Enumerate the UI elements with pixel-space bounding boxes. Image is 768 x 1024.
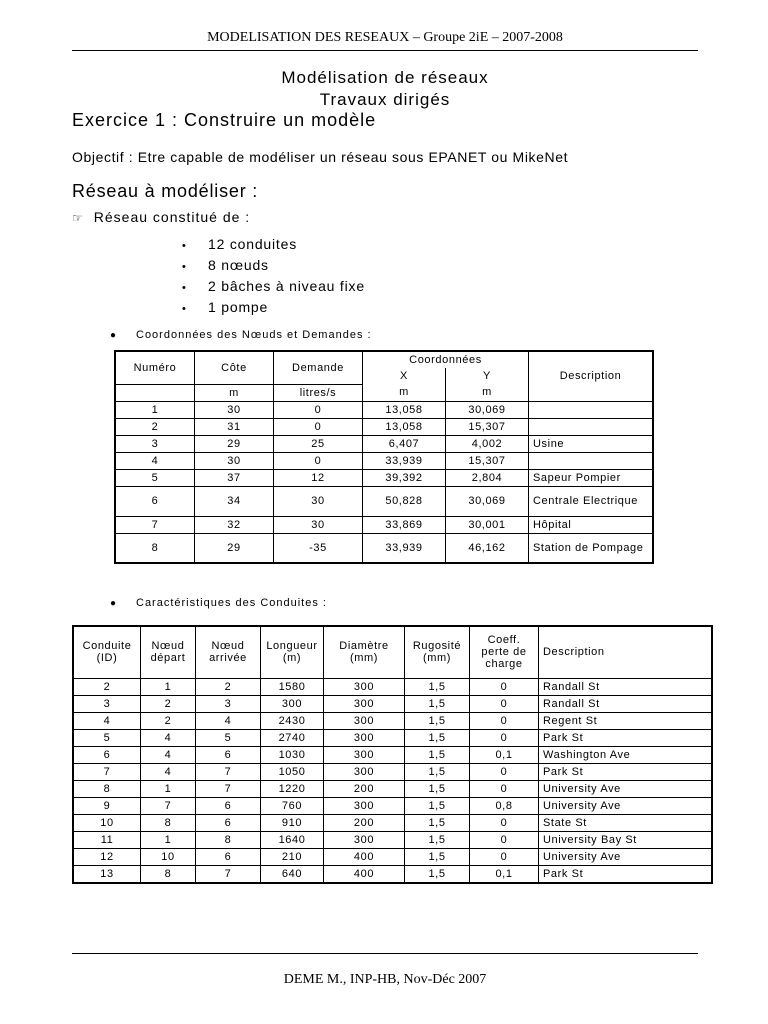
table-cell: 15,307 bbox=[446, 418, 529, 435]
pipes-section-title: ● Caractéristiques des Conduites : bbox=[110, 597, 327, 609]
table-cell: 11 bbox=[73, 831, 141, 848]
table-cell: 31 bbox=[195, 418, 274, 435]
table-cell: University Bay St bbox=[539, 831, 713, 848]
table-cell: 13,058 bbox=[363, 401, 446, 418]
table-cell: 32 bbox=[195, 516, 274, 533]
table-cell: 6 bbox=[196, 746, 261, 763]
unit-demande: litres/s bbox=[274, 384, 363, 401]
table-cell: Park St bbox=[539, 763, 713, 780]
table-cell: Park St bbox=[539, 729, 713, 746]
table-cell: 0 bbox=[274, 418, 363, 435]
table-cell: 8 bbox=[115, 533, 195, 563]
table-cell: 6 bbox=[115, 486, 195, 516]
table-cell: 300 bbox=[324, 712, 405, 729]
pipes-table-body bbox=[73, 678, 712, 883]
network-intro-text: Réseau constitué de : bbox=[93, 209, 251, 225]
table-cell: 7 bbox=[73, 763, 141, 780]
list-item: • 1 pompe bbox=[182, 299, 269, 315]
table-cell: 5 bbox=[196, 729, 261, 746]
table-cell: 0 bbox=[274, 401, 363, 418]
col-header-longueur: Longueur (m) bbox=[261, 626, 324, 678]
page-header: MODELISATION DES RESEAUX – Groupe 2iE – 2007-2008 bbox=[207, 30, 563, 45]
table-cell: 10 bbox=[141, 848, 196, 865]
table-cell: 39,392 bbox=[363, 469, 446, 486]
col-header-demande: Demande bbox=[274, 351, 363, 384]
table-cell: 15,307 bbox=[446, 452, 529, 469]
nodes-section-title: ● Coordonnées des Nœuds et Demandes : bbox=[110, 329, 372, 341]
table-cell: 7 bbox=[196, 780, 261, 797]
table-cell: 12 bbox=[274, 469, 363, 486]
pipes-table bbox=[72, 625, 713, 884]
table-cell: 8 bbox=[141, 865, 196, 883]
table-cell: 34 bbox=[195, 486, 274, 516]
table-cell: Regent St bbox=[539, 712, 713, 729]
nodes-table-body bbox=[115, 401, 653, 563]
table-cell: 0 bbox=[470, 814, 539, 831]
table-cell: 6 bbox=[196, 848, 261, 865]
pointing-hand-icon: ☞ bbox=[72, 211, 84, 225]
table-row bbox=[73, 865, 712, 883]
table-cell: Randall St bbox=[539, 678, 713, 695]
table-cell: 33,939 bbox=[363, 533, 446, 563]
table-row bbox=[73, 729, 712, 746]
table-cell: 400 bbox=[324, 865, 405, 883]
table-cell: Randall St bbox=[539, 695, 713, 712]
table-cell: 8 bbox=[141, 814, 196, 831]
table-cell: 30 bbox=[195, 452, 274, 469]
table-cell: 2 bbox=[73, 678, 141, 695]
table-cell: 8 bbox=[196, 831, 261, 848]
table-cell: Centrale Electrique bbox=[529, 486, 654, 516]
bullet-icon: • bbox=[182, 303, 187, 315]
table-cell: 1,5 bbox=[405, 814, 470, 831]
table-cell: 1220 bbox=[261, 780, 324, 797]
table-cell: 9 bbox=[73, 797, 141, 814]
table-cell: Hôpital bbox=[529, 516, 654, 533]
table-cell: 1,5 bbox=[405, 797, 470, 814]
table-cell: 30 bbox=[195, 401, 274, 418]
table-cell: Station de Pompage bbox=[529, 533, 654, 563]
table-cell: 200 bbox=[324, 780, 405, 797]
network-components-list bbox=[182, 236, 365, 320]
col-header-cote: Côte bbox=[195, 351, 274, 384]
table-cell: -35 bbox=[274, 533, 363, 563]
network-intro bbox=[72, 209, 250, 225]
table-cell: 37 bbox=[195, 469, 274, 486]
table-cell: 4 bbox=[141, 729, 196, 746]
table-cell: 13,058 bbox=[363, 418, 446, 435]
table-cell: 640 bbox=[261, 865, 324, 883]
table-cell: 1,5 bbox=[405, 848, 470, 865]
table-cell: 1,5 bbox=[405, 712, 470, 729]
table-cell bbox=[529, 401, 654, 418]
table-cell: 400 bbox=[324, 848, 405, 865]
table-cell: University Ave bbox=[539, 797, 713, 814]
table-cell: 33,869 bbox=[363, 516, 446, 533]
table-row bbox=[73, 746, 712, 763]
table-row bbox=[115, 486, 653, 516]
table-cell: 300 bbox=[324, 763, 405, 780]
table-cell: 3 bbox=[196, 695, 261, 712]
table-row bbox=[115, 469, 653, 486]
table-cell: 7 bbox=[115, 516, 195, 533]
table-cell: 760 bbox=[261, 797, 324, 814]
table-cell: 2430 bbox=[261, 712, 324, 729]
table-cell: 1,5 bbox=[405, 780, 470, 797]
header-rule bbox=[72, 50, 698, 51]
table-cell: 1640 bbox=[261, 831, 324, 848]
table-cell: 1 bbox=[141, 678, 196, 695]
table-cell: 7 bbox=[196, 865, 261, 883]
table-cell: 25 bbox=[274, 435, 363, 452]
table-cell: 0 bbox=[470, 678, 539, 695]
table-cell: 6 bbox=[73, 746, 141, 763]
table-cell: 2740 bbox=[261, 729, 324, 746]
col-header-description: Description bbox=[529, 351, 654, 401]
table-row bbox=[115, 452, 653, 469]
table-cell: 2 bbox=[141, 695, 196, 712]
table-cell: 0,1 bbox=[470, 865, 539, 883]
document-subtitle: Travaux dirigés bbox=[319, 90, 451, 109]
unit-cote: m bbox=[195, 384, 274, 401]
table-row bbox=[115, 401, 653, 418]
table-cell: 1,5 bbox=[405, 865, 470, 883]
unit-x: m bbox=[363, 384, 446, 401]
table-cell: Sapeur Pompier bbox=[529, 469, 654, 486]
table-cell: 30,069 bbox=[446, 401, 529, 418]
col-header-description: Description bbox=[539, 626, 713, 678]
table-cell: 29 bbox=[195, 533, 274, 563]
table-row bbox=[115, 516, 653, 533]
table-cell: 0,8 bbox=[470, 797, 539, 814]
col-header-noeud-depart: Nœud départ bbox=[141, 626, 196, 678]
table-row bbox=[73, 848, 712, 865]
table-cell: 2,804 bbox=[446, 469, 529, 486]
table-cell: 1,5 bbox=[405, 746, 470, 763]
table-cell: 5 bbox=[73, 729, 141, 746]
table-cell: 6 bbox=[196, 797, 261, 814]
table-cell: 7 bbox=[141, 797, 196, 814]
col-header-rugosite: Rugosité (mm) bbox=[405, 626, 470, 678]
table-cell: 12 bbox=[73, 848, 141, 865]
table-row bbox=[115, 418, 653, 435]
table-row bbox=[73, 780, 712, 797]
table-cell: 6,407 bbox=[363, 435, 446, 452]
col-header-coeff: Coeff. perte de charge bbox=[470, 626, 539, 678]
table-cell: 1030 bbox=[261, 746, 324, 763]
table-cell: 300 bbox=[324, 729, 405, 746]
objective-text: Objectif : Etre capable de modéliser un réseau sous EPANET ou MikeNet bbox=[72, 149, 569, 165]
table-cell: 2 bbox=[141, 712, 196, 729]
table-cell: 300 bbox=[324, 746, 405, 763]
table-cell: 30,069 bbox=[446, 486, 529, 516]
table-cell: 1 bbox=[141, 831, 196, 848]
table-cell: 0 bbox=[470, 763, 539, 780]
table-cell: 10 bbox=[73, 814, 141, 831]
col-header-noeud-arrivee: Nœud arrivée bbox=[196, 626, 261, 678]
bullet-icon: • bbox=[182, 240, 187, 252]
footer-rule bbox=[72, 953, 698, 954]
table-cell: Usine bbox=[529, 435, 654, 452]
col-header-diametre: Diamètre (mm) bbox=[324, 626, 405, 678]
table-row bbox=[73, 797, 712, 814]
table-cell: 6 bbox=[196, 814, 261, 831]
table-cell: 2 bbox=[115, 418, 195, 435]
document-title: Modélisation de réseaux bbox=[281, 68, 489, 87]
table-cell: 5 bbox=[115, 469, 195, 486]
table-cell: 4,002 bbox=[446, 435, 529, 452]
table-cell: University Ave bbox=[539, 848, 713, 865]
table-cell: 300 bbox=[324, 797, 405, 814]
table-cell: 300 bbox=[261, 695, 324, 712]
col-header-conduite: Conduite (ID) bbox=[73, 626, 141, 678]
unit-y: m bbox=[446, 384, 529, 401]
table-cell: 30 bbox=[274, 486, 363, 516]
section-heading: Réseau à modéliser : bbox=[72, 181, 259, 201]
table-cell: 7 bbox=[196, 763, 261, 780]
table-row bbox=[73, 695, 712, 712]
table-cell: 0,1 bbox=[470, 746, 539, 763]
list-item: • 2 bâches à niveau fixe bbox=[182, 278, 365, 294]
table-cell: 1050 bbox=[261, 763, 324, 780]
table-cell: 4 bbox=[141, 763, 196, 780]
table-cell: 4 bbox=[141, 746, 196, 763]
table-cell: 4 bbox=[115, 452, 195, 469]
table-cell: 30,001 bbox=[446, 516, 529, 533]
table-row bbox=[73, 678, 712, 695]
table-row bbox=[73, 831, 712, 848]
table-cell: 1 bbox=[115, 401, 195, 418]
table-cell: 210 bbox=[261, 848, 324, 865]
exercise-title: Exercice 1 : Construire un modèle bbox=[72, 110, 377, 130]
page-footer: DEME M., INP-HB, Nov-Déc 2007 bbox=[283, 972, 487, 987]
table-cell: 0 bbox=[470, 780, 539, 797]
table-cell: 0 bbox=[470, 848, 539, 865]
table-cell: 1 bbox=[141, 780, 196, 797]
table-cell: 200 bbox=[324, 814, 405, 831]
table-cell: 4 bbox=[196, 712, 261, 729]
table-cell: Washington Ave bbox=[539, 746, 713, 763]
table-row bbox=[115, 533, 653, 563]
table-row bbox=[115, 435, 653, 452]
bullet-icon: • bbox=[182, 261, 187, 273]
table-cell: 0 bbox=[470, 831, 539, 848]
table-cell: 29 bbox=[195, 435, 274, 452]
table-cell: 0 bbox=[274, 452, 363, 469]
table-cell: 1580 bbox=[261, 678, 324, 695]
table-cell: 8 bbox=[73, 780, 141, 797]
bullet-icon: ● bbox=[110, 598, 118, 609]
list-item: • 12 conduites bbox=[182, 236, 297, 252]
table-cell: 50,828 bbox=[363, 486, 446, 516]
table-cell: 1,5 bbox=[405, 763, 470, 780]
col-header-x: X bbox=[363, 368, 446, 384]
table-row bbox=[73, 712, 712, 729]
bullet-icon: • bbox=[182, 282, 187, 294]
table-cell: 33,939 bbox=[363, 452, 446, 469]
table-cell: State St bbox=[539, 814, 713, 831]
table-cell: 2 bbox=[196, 678, 261, 695]
table-cell: 300 bbox=[324, 695, 405, 712]
table-row bbox=[73, 763, 712, 780]
table-cell: 4 bbox=[73, 712, 141, 729]
nodes-table bbox=[114, 350, 654, 564]
table-cell: 1,5 bbox=[405, 678, 470, 695]
table-cell: 30 bbox=[274, 516, 363, 533]
col-header-numero: Numéro bbox=[115, 351, 195, 384]
table-cell: 0 bbox=[470, 729, 539, 746]
table-cell: 300 bbox=[324, 678, 405, 695]
table-cell: 3 bbox=[73, 695, 141, 712]
bullet-icon: ● bbox=[110, 330, 118, 341]
table-cell: University Ave bbox=[539, 780, 713, 797]
table-cell: 0 bbox=[470, 695, 539, 712]
table-cell: 300 bbox=[324, 831, 405, 848]
table-cell: 0 bbox=[470, 712, 539, 729]
table-row bbox=[73, 814, 712, 831]
col-header-coordonnees: Coordonnées bbox=[363, 351, 529, 368]
table-cell: 1,5 bbox=[405, 729, 470, 746]
table-cell bbox=[529, 418, 654, 435]
table-cell bbox=[529, 452, 654, 469]
table-cell: 1,5 bbox=[405, 831, 470, 848]
table-cell: 46,162 bbox=[446, 533, 529, 563]
table-cell: 13 bbox=[73, 865, 141, 883]
col-header-y: Y bbox=[446, 368, 529, 384]
list-item: • 8 nœuds bbox=[182, 257, 269, 273]
table-cell: Park St bbox=[539, 865, 713, 883]
table-cell: 3 bbox=[115, 435, 195, 452]
table-cell: 910 bbox=[261, 814, 324, 831]
table-cell: 1,5 bbox=[405, 695, 470, 712]
